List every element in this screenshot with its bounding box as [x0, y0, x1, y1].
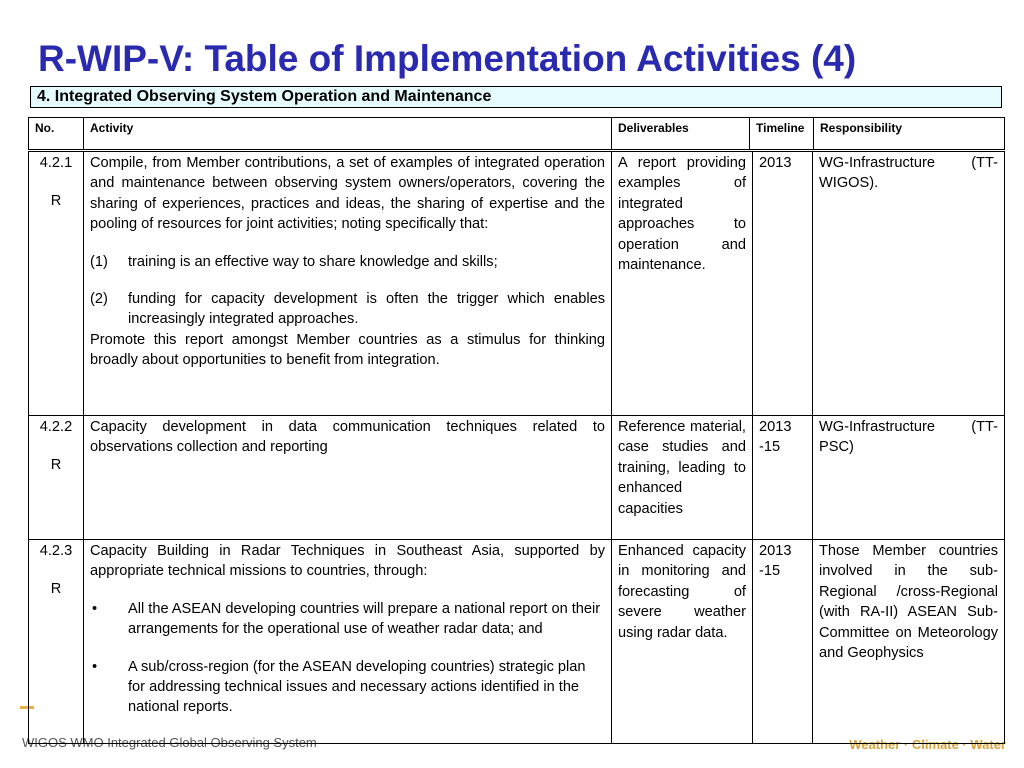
bullet-marker: •: [92, 658, 98, 675]
activity-list: [90, 252, 605, 330]
list-item-text: A sub/cross-region (for the ASEAN developing countries) strategic plan for addressing technical issues and necessary actions identified in the national reports.: [128, 658, 586, 716]
deliverables-cell: Reference material, case studies and training, leading to enhanced capacities: [612, 416, 753, 540]
footer-program-name: WIGOS WMO Integrated Global Observing System: [22, 735, 317, 750]
activity-cell: [84, 416, 612, 540]
column-header-activity: Activity: [84, 118, 612, 150]
activity-outro: Promote this report amongst Member countries as a stimulus for thinking broadly about opportunities to benefit from integration.: [90, 331, 605, 369]
column-header-deliverables: Deliverables: [612, 118, 750, 150]
list-item-text: funding for capacity development is often the trigger which enables increasingly integrated approaches.: [128, 291, 605, 328]
bullet-marker: •: [92, 600, 98, 617]
list-item-marker: (1): [90, 253, 108, 270]
activity-number: 4.2.1: [39, 155, 73, 171]
responsibility-cell: Those Member countries involved in the sub-Regional /cross-Regional (with RA-II) ASEAN Sub-Committee on Meteorology and Geophysics: [813, 540, 1005, 744]
activity-intro: Capacity development in data communication techniques related to observations collection and reporting: [90, 419, 605, 456]
activity-number-cell: [29, 540, 84, 744]
deliverables-cell: Enhanced capacity in monitoring and forecasting of severe weather using radar data.: [612, 540, 753, 744]
activity-cell: [84, 540, 612, 744]
list-item-text: All the ASEAN developing countries will prepare a national report on their arrangements for the operational use of weather radar data; and: [128, 600, 601, 638]
activity-list: [90, 599, 605, 718]
activity-intro: Compile, from Member contributions, a set of examples of integrated operation and maintenance between observing system owners/operators, covering the sharing of experiences, practices and ideas, the sharing of expertise and the pooling of resources for joint activities; noting specifically that:: [90, 155, 605, 233]
activities-table: [28, 151, 1005, 744]
activity-flag: R: [50, 581, 62, 598]
activity-cell: [84, 152, 612, 416]
list-item: [90, 599, 605, 640]
timeline-cell: 2013 -15: [753, 416, 813, 540]
activity-number-cell: [29, 416, 84, 540]
activity-number: 4.2.3: [39, 543, 73, 559]
list-item: [90, 657, 605, 718]
column-header-table: [28, 117, 1005, 150]
activity-intro: Capacity Building in Radar Techniques in Southeast Asia, supported by appropriate technical missions to countries, through:: [90, 543, 605, 580]
deliverables-cell: A report providing examples of integrated approaches to operation and maintenance.: [612, 152, 753, 416]
responsibility-cell: WG-Infrastructure (TT-WIGOS).: [813, 152, 1005, 416]
timeline-cell: 2013 -15: [753, 540, 813, 744]
slide-title: R-WIP-V: Table of Implementation Activities (4): [38, 38, 857, 79]
list-item: [90, 289, 605, 330]
column-header-row: [29, 118, 1005, 150]
footer-slogan: Weather · Climate · Water: [849, 737, 1006, 752]
table-row: [29, 416, 1005, 540]
responsibility-cell: WG-Infrastructure (TT- PSC): [813, 416, 1005, 540]
list-item: [90, 252, 605, 272]
column-header-no: No.: [29, 118, 84, 150]
activity-flag: R: [50, 457, 62, 474]
list-item-marker: (2): [90, 291, 108, 308]
section-heading: 4. Integrated Observing System Operation and Maintenance: [30, 86, 1002, 108]
column-header-responsibility: Responsibility: [814, 118, 1005, 150]
activity-number: 4.2.2: [39, 419, 73, 435]
activity-flag: R: [50, 193, 62, 210]
timeline-cell: 2013: [753, 152, 813, 416]
table-row: [29, 152, 1005, 416]
activity-number-cell: [29, 152, 84, 416]
list-item-text: training is an effective way to share knowledge and skills;: [128, 253, 498, 270]
table-row: [29, 540, 1005, 744]
column-header-timeline: Timeline: [750, 118, 814, 150]
